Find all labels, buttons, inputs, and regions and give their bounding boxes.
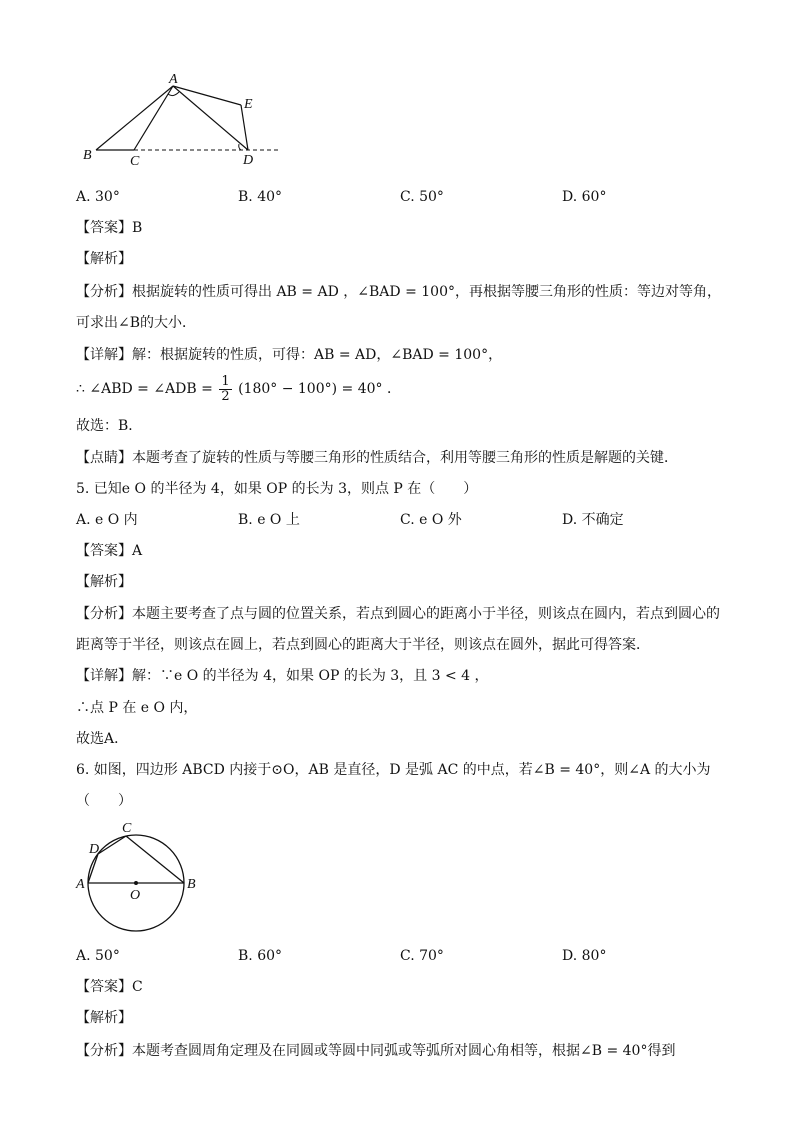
option-b: B. 40° xyxy=(238,189,283,205)
detail-line-2 xyxy=(76,372,401,406)
q6-option-b: B. 60° xyxy=(238,948,283,964)
analysis-heading: 【解析】 xyxy=(76,251,132,267)
q5-option-b: B. e O 上 xyxy=(238,512,300,528)
label-C: C xyxy=(122,821,132,836)
q6-option-a: A. 50° xyxy=(76,948,120,964)
segment-AE xyxy=(173,86,241,105)
label-B: B xyxy=(83,148,92,163)
circle-figure xyxy=(74,818,214,936)
label-A: A xyxy=(169,72,178,87)
label-E: E xyxy=(244,97,253,112)
q6-stem-1: 6. 如图，四边形 ABCD 内接于⊙O，AB 是直径，D 是弧 AC 的中点，若∠B = 40°，则∠A 的大小为 xyxy=(76,762,711,778)
detail-2-suffix: (180° − 100°) = 40° ． xyxy=(238,381,401,397)
q5-conclusion: 故选A． xyxy=(76,731,129,747)
q5-stem: 5. 已知e O 的半径为 4，如果 OP 的长为 3，则点 P 在（ ） xyxy=(76,481,478,497)
fenxi-line-2: 可求出∠B的大小． xyxy=(76,315,197,331)
angle-mark-D xyxy=(239,144,241,150)
dianjing-line: 【点睛】本题考查了旋转的性质与等腰三角形的性质结合，利用等腰三角形的性质是解题的关键． xyxy=(76,450,678,466)
rotation-figure xyxy=(76,68,296,173)
option-d: D. 60° xyxy=(562,189,607,205)
segment-AC xyxy=(134,86,173,150)
q5-detail-1: 【详解】解：∵e O 的半径为 4，如果 OP 的长为 3，且 3 < 4 ， xyxy=(76,668,489,684)
label-D: D xyxy=(89,842,100,857)
q6-stem-2: （ ） xyxy=(76,793,132,809)
chord-CB xyxy=(126,836,184,883)
q5-analysis-heading: 【解析】 xyxy=(76,574,132,590)
fraction-half xyxy=(219,375,231,404)
fraction-denominator: 2 xyxy=(221,388,230,404)
chord-AD xyxy=(88,854,98,883)
q6-answer: 【答案】C xyxy=(76,979,143,995)
q5-fenxi-1: 【分析】本题主要考查了点与圆的位置关系，若点到圆心的距离小于半径，则该点在圆内，若点到圆心的 xyxy=(76,606,720,622)
conclusion-line: 故选：B． xyxy=(76,418,143,434)
answer-line: 【答案】B xyxy=(76,220,143,236)
q6-option-d: D. 80° xyxy=(562,948,607,964)
detail-2-prefix: ∴ ∠ABD = ∠ADB = xyxy=(76,381,213,397)
q5-option-a: A. e O 内 xyxy=(76,512,138,528)
label-B: B xyxy=(187,877,196,892)
q5-detail-2: ∴点 P 在 e O 内， xyxy=(76,700,198,716)
q5-fenxi-2: 距离等于半径，则该点在圆上，若点到圆心的距离大于半径，则该点在圆外，据此可得答案． xyxy=(76,637,650,653)
q5-option-d: D. 不确定 xyxy=(562,512,624,528)
fenxi-line-1: 【分析】根据旋转的性质可得出 AB = AD ，∠BAD = 100°，再根据等腰三角形的性质：等边对等角， xyxy=(76,284,721,300)
label-D: D xyxy=(243,153,254,168)
detail-line-1: 【详解】解：根据旋转的性质，可得：AB = AD，∠BAD = 100°， xyxy=(76,347,503,363)
option-a: A. 30° xyxy=(76,189,120,205)
fraction-numerator: 1 xyxy=(221,373,230,389)
q6-fenxi-1: 【分析】本题考查圆周角定理及在同圆或等圆中同弧或等弧所对圆心角相等，根据∠B = 40°得到 xyxy=(76,1043,676,1059)
label-C: C xyxy=(130,154,140,169)
q5-option-c: C. e O 外 xyxy=(400,512,462,528)
chord-DC xyxy=(98,836,126,854)
label-A: A xyxy=(76,877,85,892)
q6-analysis-heading: 【解析】 xyxy=(76,1010,132,1026)
segment-AB xyxy=(96,86,173,150)
label-O: O xyxy=(130,888,141,903)
option-c: C. 50° xyxy=(400,189,444,205)
q5-answer: 【答案】A xyxy=(76,543,143,559)
segment-AD xyxy=(173,86,248,150)
center-point xyxy=(134,881,138,885)
q6-option-c: C. 70° xyxy=(400,948,444,964)
